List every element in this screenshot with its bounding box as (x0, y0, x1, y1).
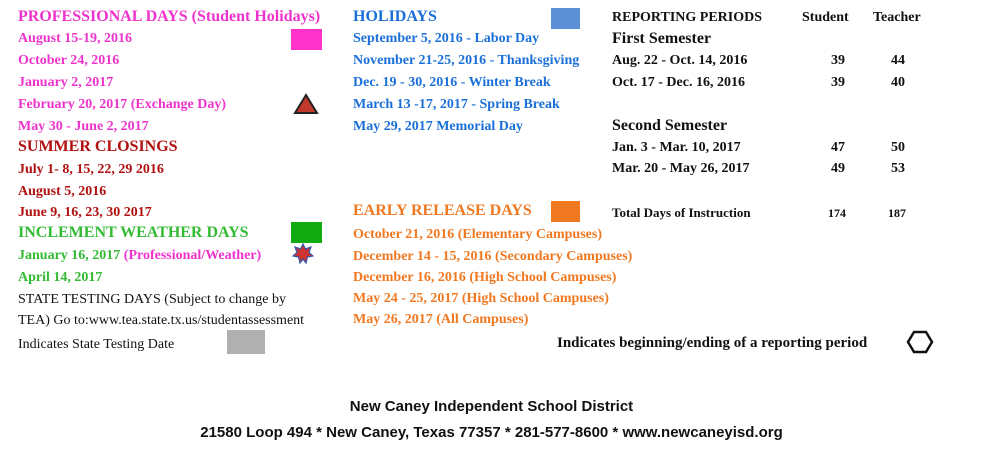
period-range: Mar. 20 - May 26, 2017 (612, 161, 750, 176)
holiday-item: November 21-25, 2016 - Thanksgiving (353, 53, 580, 68)
professional-item: October 24, 2016 (18, 53, 120, 68)
professional-item: May 30 - June 2, 2017 (18, 119, 149, 134)
inclement-item-note: (Professional/Weather) (123, 248, 262, 263)
teacher-days: 44 (891, 53, 905, 68)
district-name: New Caney Independent School District (349, 398, 634, 415)
period-range: Aug. 22 - Oct. 14, 2016 (612, 53, 748, 68)
student-days: 47 (831, 140, 845, 155)
testing-indicator-label: Indicates State Testing Date (18, 337, 175, 352)
teacher-days: 40 (891, 75, 905, 90)
early-release-item: October 21, 2016 (Elementary Campuses) (353, 227, 602, 242)
testing-square-icon (227, 330, 265, 354)
student-days: 49 (831, 161, 845, 176)
early-release-item: May 26, 2017 (All Campuses) (353, 312, 529, 327)
district-address: 21580 Loop 494 * New Caney, Texas 77357 * 281-577-8600 * www.newcaneyisd.org (200, 424, 783, 441)
holiday-item: March 13 -17, 2017 - Spring Break (353, 97, 560, 112)
period-range: Jan. 3 - Mar. 10, 2017 (612, 140, 741, 155)
total-student-days: 174 (828, 206, 846, 220)
col-student-header: Student (802, 10, 849, 25)
early-release-heading: EARLY RELEASE DAYS (353, 202, 532, 219)
holiday-item: September 5, 2016 - Labor Day (353, 31, 540, 46)
summer-item: June 9, 16, 23, 30 2017 (18, 205, 152, 220)
holiday-square-icon (551, 8, 580, 29)
student-days: 39 (831, 53, 845, 68)
inclement-item-date: January 16, 2017 (18, 248, 124, 263)
second-semester-label: Second Semester (612, 117, 728, 134)
total-teacher-days: 187 (888, 206, 906, 220)
testing-text-line1: STATE TESTING DAYS (Subject to change by (18, 292, 286, 307)
teacher-days: 50 (891, 140, 905, 155)
early-release-square-icon (551, 201, 580, 222)
star-icon (292, 243, 314, 265)
col-teacher-header: Teacher (873, 10, 921, 25)
inclement-item: April 14, 2017 (18, 270, 103, 285)
first-semester-label: First Semester (612, 30, 712, 47)
professional-item: February 20, 2017 (Exchange Day) (18, 97, 227, 112)
summer-heading: SUMMER CLOSINGS (18, 138, 178, 155)
professional-item: August 15-19, 2016 (18, 31, 132, 46)
triangle-icon (293, 93, 319, 115)
student-days: 39 (831, 75, 845, 90)
early-release-item: May 24 - 25, 2017 (High School Campuses) (353, 291, 609, 306)
inclement-item (18, 247, 261, 265)
professional-square-icon (291, 29, 322, 50)
holiday-item: Dec. 19 - 30, 2016 - Winter Break (353, 75, 551, 90)
early-release-item: December 14 - 15, 2016 (Secondary Campuses) (353, 249, 633, 264)
professional-item: January 2, 2017 (18, 75, 114, 90)
testing-text-line2: TEA) Go to:www.tea.state.tx.us/studentassessment (18, 313, 305, 328)
summer-item: August 5, 2016 (18, 184, 107, 199)
teacher-days: 53 (891, 161, 905, 176)
inclement-heading: INCLEMENT WEATHER DAYS (18, 224, 249, 241)
hexagon-icon (906, 330, 934, 354)
period-indicator-label: Indicates beginning/ending of a reporting period (557, 335, 868, 351)
total-days-label: Total Days of Instruction (612, 205, 751, 220)
period-range: Oct. 17 - Dec. 16, 2016 (612, 75, 745, 90)
early-release-item: December 16, 2016 (High School Campuses) (353, 270, 617, 285)
summer-item: July 1- 8, 15, 22, 29 2016 (18, 162, 164, 177)
professional-heading: PROFESSIONAL DAYS (Student Holidays) (18, 8, 321, 25)
inclement-square-icon (291, 222, 322, 243)
holiday-item: May 29, 2017 Memorial Day (353, 119, 523, 134)
holidays-heading: HOLIDAYS (353, 8, 437, 25)
reporting-heading: REPORTING PERIODS (612, 10, 763, 25)
